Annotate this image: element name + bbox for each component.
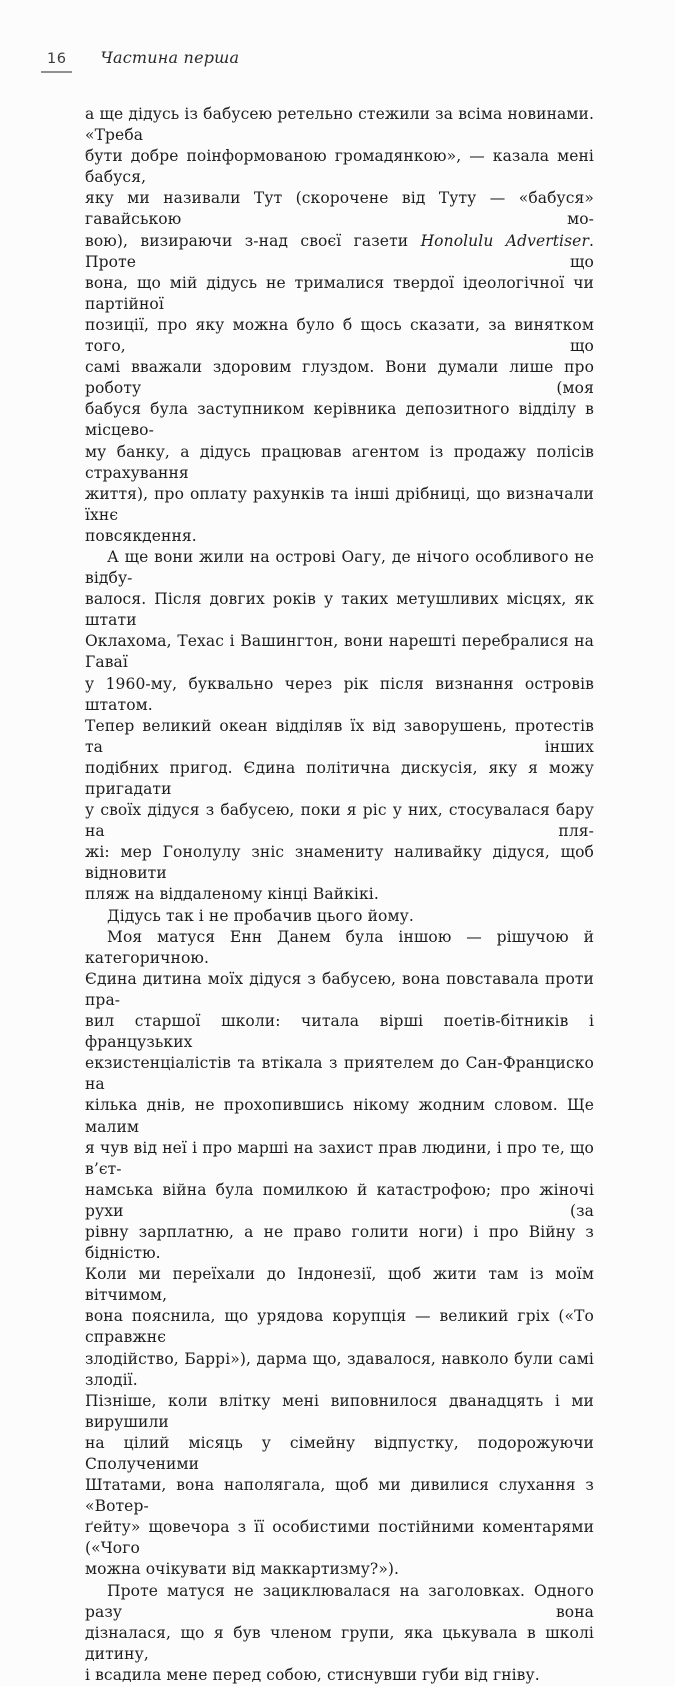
text-line: яку ми називали Тут (скорочене від Туту — «бабуся» гавайською мо- — [85, 189, 594, 229]
text-line: жі: мер Гонолулу зніс знамениту наливайку дідуся, щоб відновити — [85, 843, 594, 883]
text-line: бути добре поінформованою громадянкою», — казала мені бабуся, — [85, 147, 594, 187]
text-line: дізналася, що я був членом групи, яка цькувала в школі дитину, — [85, 1623, 594, 1663]
text-line: а ще дідусь із бабусею ретельно стежили за всіма новинами. «Треба — [85, 105, 594, 145]
text-line: вона, що мій дідусь не трималися твердої ідеологічної чи партійної — [85, 273, 594, 313]
text-line: і всадила мене перед собою, стиснувши губи від гніву. — [85, 1665, 540, 1684]
text-line: ґейту» щовечора з її особистими постійними коментарями («Чого — [85, 1518, 594, 1558]
text-line: бабуся була заступником керівника депозитного відділу в місцево- — [85, 400, 594, 440]
text-line: позиції, про яку можна було б щось сказати, за винятком того, що — [85, 315, 594, 356]
page-header — [41, 48, 595, 73]
text-line: у своїх дідуся з бабусею, поки я ріс у них, стосувалася бару на пля- — [85, 801, 594, 841]
text-line: вона пояснила, що урядова корупція — великий гріх («То справжнє — [85, 1307, 594, 1347]
text-line: му банку, а дідусь працював агентом із продажу полісів страхування — [85, 442, 594, 482]
text-line: А ще вони жили на острові Оагу, де нічого особливого не відбу- — [85, 547, 594, 588]
paragraph — [85, 547, 594, 906]
text-line: кілька днів, не прохопившись нікому жодним словом. Ще малим — [85, 1096, 594, 1136]
text-line: Дідусь так і не пробачив цього йому. — [107, 906, 414, 925]
text-line: пляж на віддаленому кінці Вайкікі. — [85, 885, 379, 904]
text-line: на цілий місяць у сімейну відпустку, подорожуючи Сполученими — [85, 1433, 594, 1473]
running-title: Частина перша — [100, 48, 240, 67]
paragraph — [85, 906, 594, 927]
text-line: повсякдення. — [85, 526, 197, 545]
text-block — [85, 104, 594, 1686]
text-line: Штатами, вона наполягала, щоб ми дивилися слухання з «Вотер- — [85, 1476, 594, 1516]
text-line: злодійство, Баррі»), дарма що, здавалося, навколо були самі злодії. — [85, 1349, 594, 1389]
text-line: екзистенціалістів та втікала з приятелем до Сан-Франциско на — [85, 1054, 594, 1094]
text-line: у 1960-му, буквально через рік після визнання островів штатом. — [85, 674, 594, 714]
text-line: валося. Після довгих років у таких метушливих місцях, як штати — [85, 590, 594, 630]
paragraph — [85, 104, 594, 547]
text-line: вил старшої школи: читала вірші поетів-бітників і французьких — [85, 1012, 594, 1052]
plain-text: вою), визираючи з-над своєї газети — [85, 231, 421, 250]
text-line: намська війна була помилкою й катастрофою; про жіночі рухи (за — [85, 1180, 594, 1220]
text-line: життя), про оплату рахунків та інші дрібниці, що визначали їхнє — [85, 484, 594, 524]
text-line: рівну зарплатню, а не право голити ноги) і про Війну з бідністю. — [85, 1222, 594, 1263]
paragraph — [85, 1581, 594, 1686]
text-line: Пізніше, коли влітку мені виповнилося дванадцять і ми вирушили — [85, 1391, 594, 1431]
text-line: Оклахома, Техас і Вашингтон, вони нарешті перебралися на Гаваї — [85, 632, 594, 672]
plain-text: . Проте що — [85, 231, 594, 271]
italic-text: Honolulu Advertiser — [420, 231, 589, 250]
text-line: Єдина дитина моїх дідуся з бабусею, вона повставала проти пра- — [85, 969, 594, 1009]
text-line: самі вважали здоровим глуздом. Вони думали лише про роботу (моя — [85, 358, 594, 398]
text-line: Моя матуся Енн Данем була іншою — рішучою й категоричною. — [85, 927, 594, 967]
page-number: 16 — [41, 51, 72, 73]
text-line — [85, 231, 594, 273]
text-line: можна очікувати від маккартизму?»). — [85, 1560, 400, 1579]
text-line: подібних пригод. Єдина політична дискусія, яку я можу пригадати — [85, 758, 594, 798]
text-line: Коли ми переїхали до Індонезії, щоб жити там із моїм вітчимом, — [85, 1265, 594, 1305]
text-line: Проте матуся не зациклювалася на заголовках. Одного разу вона — [85, 1581, 594, 1621]
text-line: Тепер великий океан відділяв їх від заворушень, протестів та інших — [85, 716, 594, 756]
paragraph — [85, 927, 594, 1581]
text-line: я чув від неї і про марші на захист прав людини, і про те, що в’єт- — [85, 1138, 594, 1178]
